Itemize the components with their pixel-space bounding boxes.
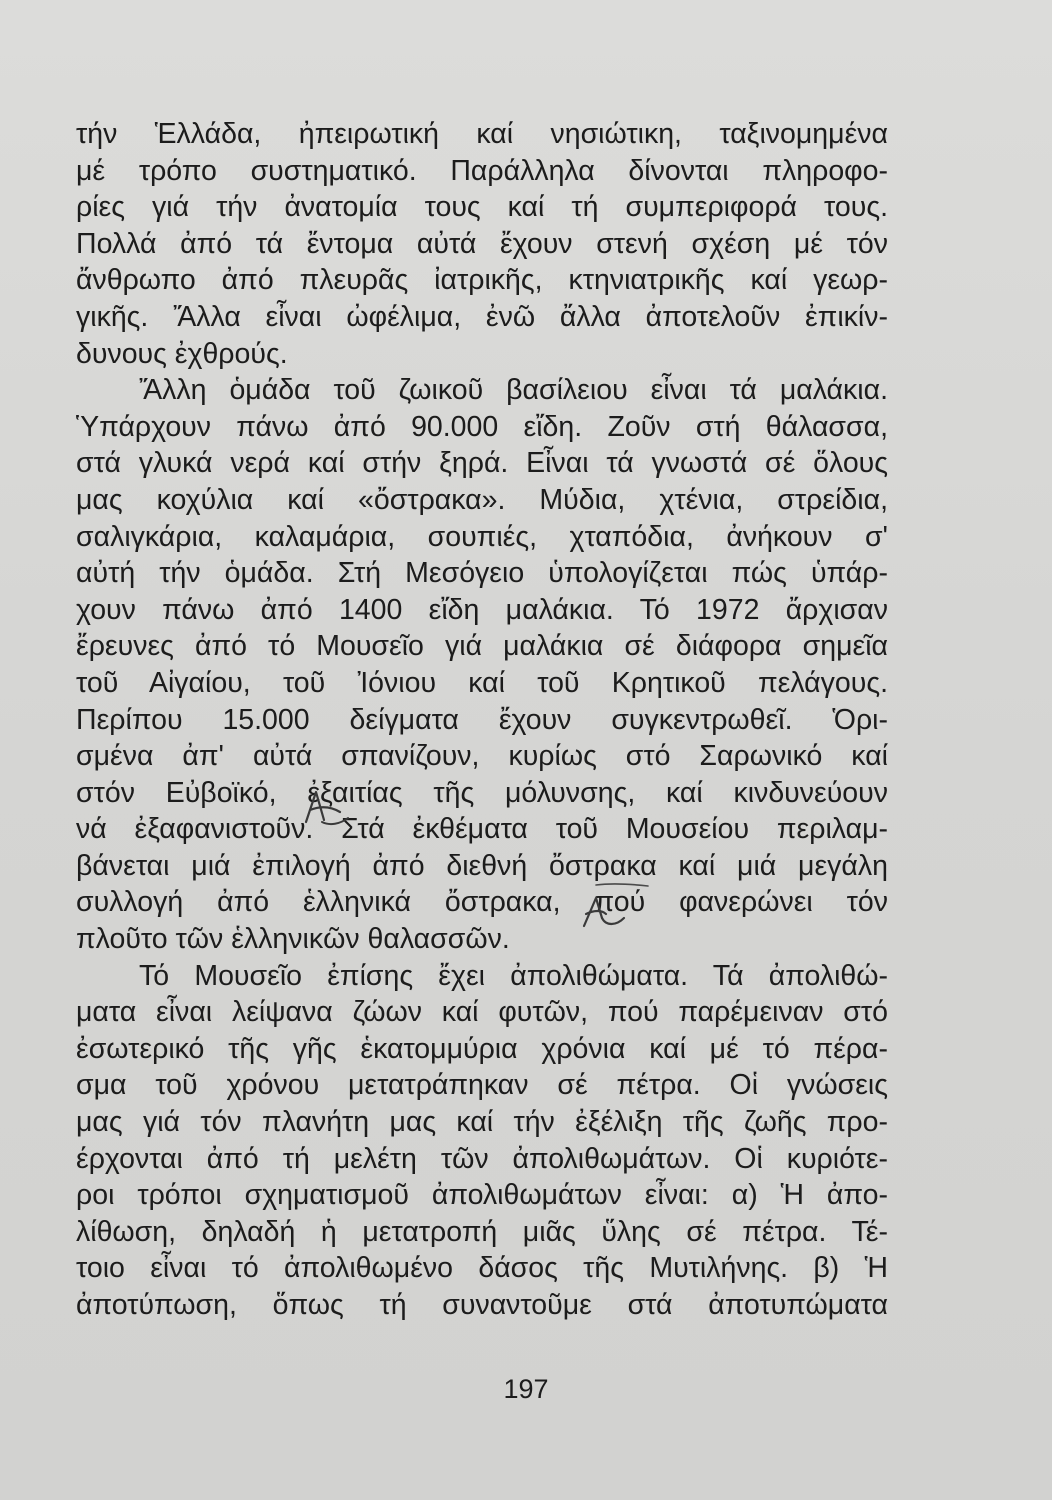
text-line: ροι τρόποι σχηματισμοῦ ἀπολιθωμάτων εἶναι: α) Ἡ ἀπο-: [76, 1179, 888, 1212]
paragraph-start-line: Τό Μουσεῖο ἐπίσης ἔχει ἀπολιθώματα. Τά ἀπολιθώ-: [139, 959, 888, 992]
page-number: 197: [503, 1374, 549, 1404]
text-line: έρχονται ἀπό τή μελέτη τῶν ἀπολιθωμάτων. Οἱ κυριότε-: [76, 1142, 888, 1175]
text-line: μέ τρόπο συστηματικό. Παράλληλα δίνονται πληροφο-: [76, 154, 888, 187]
text-line: ματα εἶναι λείψανα ζώων καί φυτῶν, πού παρέμειναν στό: [76, 996, 888, 1029]
text-line: σαλιγκάρια, καλαμάρια, σουπιές, χταπόδια, ἀνήκουν σ': [76, 520, 888, 553]
text-line: αὐτή τήν ὁμάδα. Στή Μεσόγειο ὑπολογίζεται πώς ὑπάρ-: [76, 557, 888, 590]
text-line: ἀποτύπωση, ὅπως τή συναντοῦμε στά ἀποτυπώματα: [76, 1289, 888, 1321]
text-line: μας κοχύλια καί «ὄστρακα». Μύδια, χτένια, στρείδια,: [76, 483, 888, 516]
text-line: ρίες γιά τήν ἀνατομία τους καί τή συμπεριφορά τους.: [76, 191, 888, 224]
text-line: Ὑπάρχουν πάνω ἀπό 90.000 εἴδη. Ζοῦν στή θάλασσα,: [76, 410, 888, 443]
text-line: τήν Ἑλλάδα, ἠπειρωτική καί νησιώτικη, ταξινομημένα: [76, 118, 888, 150]
text-line: Περίπου 15.000 δείγματα ἔχουν συγκεντρωθεῖ. Ὁρι-: [76, 703, 888, 736]
text-line: τοῦ Αἰγαίου, τοῦ Ἰόνιου καί τοῦ Κρητικοῦ πελάγους.: [76, 666, 888, 699]
text-line: μας γιά τόν πλανήτη μας καί τήν ἐξέλιξη τῆς ζωῆς προ-: [76, 1106, 888, 1139]
text-line: λίθωση, δηλαδή ἡ μετατροπή μιᾶς ὕλης σέ πέτρα. Τέ-: [76, 1215, 888, 1248]
text-line: τοιο εἶναι τό ἀπολιθωμένο δάσος τῆς Μυτιλήνης. β) Ἡ: [76, 1252, 888, 1285]
text-line: δυνους ἐχθρούς.: [76, 337, 288, 370]
text-line: ἐσωτερικό τῆς γῆς ἑκατομμύρια χρόνια καί μέ τό πέρα-: [76, 1032, 888, 1065]
text-line: σμένα ἀπ' αὐτά σπανίζουν, κυρίως στό Σαρωνικό καί: [76, 740, 888, 773]
text-line: Πολλά ἀπό τά ἔντομα αὐτά ἔχουν στενή σχέση μέ τόν: [76, 227, 888, 260]
text-line: νά ἐξαφανιστοῦν. Στά ἐκθέματα τοῦ Μουσείου περιλαμ-: [76, 813, 888, 846]
text-line: πλοῦτο τῶν ἑλληνικῶν θαλασσῶν.: [76, 923, 510, 956]
text-line: στά γλυκά νερά καί στήν ξηρά. Εἶναι τά γνωστά σέ ὅλους: [76, 447, 888, 480]
text-line: βάνεται μιά ἐπιλογή ἀπό διεθνή ὄστρακα καί μιά μεγάλη: [76, 849, 888, 882]
body-text: [76, 116, 888, 1324]
text-line: σμα τοῦ χρόνου μετατράπηκαν σέ πέτρα. Οἱ γνώσεις: [76, 1069, 888, 1102]
text-line: στόν Εὐβοϊκό, ἐξαιτίας τῆς μόλυνσης, καί κινδυνεύουν: [76, 776, 888, 809]
text-line: γικῆς. Ἄλλα εἶναι ὠφέλιμα, ἐνῶ ἄλλα ἀποτελοῦν ἐπικίν-: [76, 300, 888, 333]
paragraph-start-line: Ἄλλη ὁμάδα τοῦ ζωικοῦ βασίλειου εἶναι τά μαλάκια.: [139, 374, 888, 407]
text-line: χουν πάνω ἀπό 1400 εἴδη μαλάκια. Τό 1972 ἄρχισαν: [76, 593, 888, 626]
text-line: ἔρευνες ἀπό τό Μουσεῖο γιά μαλάκια σέ διάφορα σημεῖα: [76, 630, 888, 663]
text-line: ἄνθρωπο ἀπό πλευρᾶς ἰατρικῆς, κτηνιατρικῆς καί γεωρ-: [76, 264, 888, 297]
text-line: συλλογή ἀπό ἑλληνικά ὄστρακα, πού φανερώνει τόν: [76, 886, 888, 919]
